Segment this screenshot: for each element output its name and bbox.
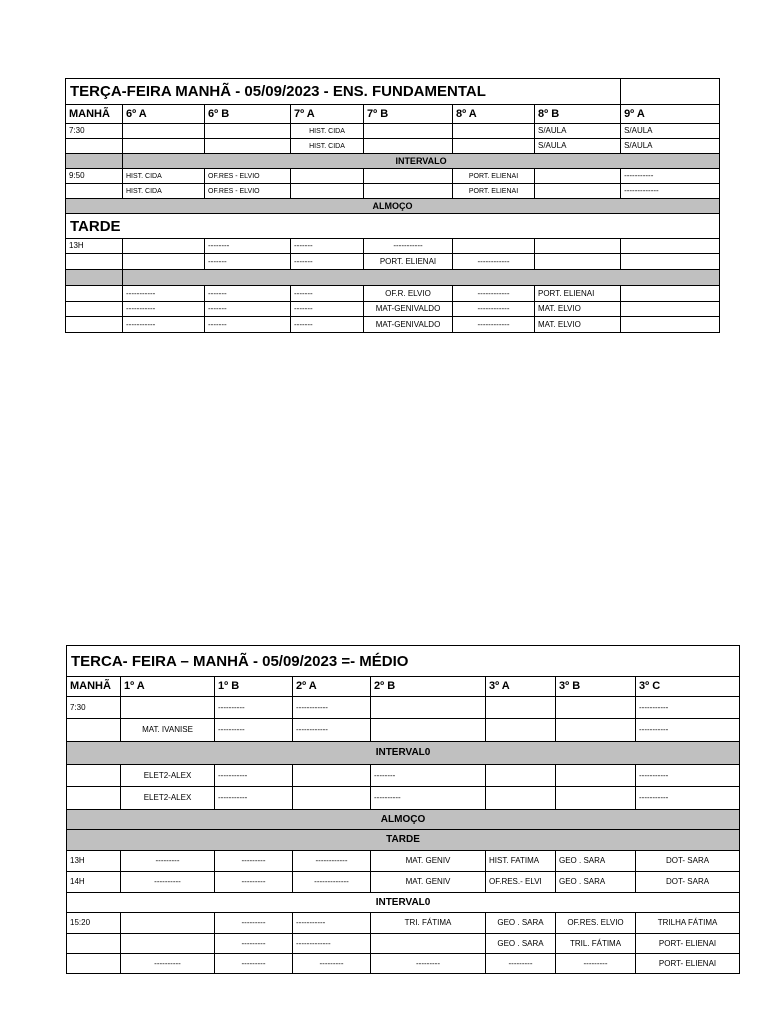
class-cell: PORT. ELIENAI <box>453 169 535 184</box>
class-cell: ---------- <box>121 954 215 974</box>
class-cell: ------- <box>291 302 364 317</box>
class-cell: --------- <box>215 934 293 954</box>
class-cell: ---------- <box>371 787 486 810</box>
time-cell: 13H <box>67 851 121 872</box>
class-cell: MAT. ELVIO <box>535 302 621 317</box>
class-cell: --------- <box>215 954 293 974</box>
header-cell: 2º B <box>371 677 486 697</box>
class-cell: ----------- <box>636 787 740 810</box>
table-row <box>67 913 740 934</box>
class-cell: --------- <box>121 851 215 872</box>
class-cell <box>293 787 371 810</box>
class-cell <box>535 169 621 184</box>
class-cell <box>556 697 636 719</box>
medio-header-row <box>67 677 740 697</box>
class-cell <box>621 286 720 302</box>
time-cell <box>67 765 121 787</box>
class-cell: HIST. CIDA <box>291 124 364 139</box>
afternoon-row <box>67 830 740 851</box>
class-cell <box>621 317 720 333</box>
band-cell <box>66 154 123 169</box>
class-cell: --------- <box>371 954 486 974</box>
time-cell: 7:30 <box>67 697 121 719</box>
time-cell <box>66 139 123 154</box>
class-cell: TRILHA FÁTIMA <box>636 913 740 934</box>
fundamental-title-row <box>66 79 720 105</box>
class-cell: TRIL. FÁTIMA <box>556 934 636 954</box>
class-cell: S/AULA <box>621 124 720 139</box>
afternoon-interval-row <box>66 270 720 286</box>
class-cell: ------------ <box>293 851 371 872</box>
afternoon-title-row <box>66 214 720 239</box>
time-cell: 7:30 <box>66 124 123 139</box>
table-row <box>66 239 720 254</box>
lunch-row <box>66 199 720 214</box>
medio-schedule-table <box>66 645 740 974</box>
class-cell: GEO . SARA <box>486 934 556 954</box>
table-row <box>67 851 740 872</box>
class-cell <box>621 239 720 254</box>
class-cell: ------------- <box>621 184 720 199</box>
class-cell: HIST. CIDA <box>291 139 364 154</box>
class-cell: ----------- <box>123 286 205 302</box>
class-cell: HIST. CIDA <box>123 184 205 199</box>
header-cell: 9º A <box>621 105 720 124</box>
interval-band: INTERVAL0 <box>67 742 740 765</box>
lunch-band: ALMOÇO <box>67 810 740 830</box>
header-cell: 3º C <box>636 677 740 697</box>
table-row <box>67 697 740 719</box>
class-cell <box>293 765 371 787</box>
afternoon-title: TARDE <box>66 214 720 239</box>
header-cell: 8º A <box>453 105 535 124</box>
band-cell <box>66 270 123 286</box>
table-row <box>67 719 740 742</box>
band-cell <box>123 270 720 286</box>
class-cell <box>486 765 556 787</box>
table-row <box>66 254 720 270</box>
header-cell: 8º B <box>535 105 621 124</box>
class-cell: --------- <box>215 872 293 893</box>
class-cell: ----------- <box>364 239 453 254</box>
class-cell: S/AULA <box>535 124 621 139</box>
time-cell: 15:20 <box>67 913 121 934</box>
class-cell: PORT- ELIENAI <box>636 954 740 974</box>
second-interval-row <box>67 893 740 913</box>
class-cell: ------------- <box>293 934 371 954</box>
class-cell: ------- <box>291 239 364 254</box>
class-cell <box>364 124 453 139</box>
class-cell: OF.R. ELVIO <box>364 286 453 302</box>
medio-title-row <box>67 646 740 677</box>
class-cell: -------- <box>205 239 291 254</box>
class-cell: --------- <box>215 851 293 872</box>
class-cell <box>371 697 486 719</box>
class-cell <box>556 787 636 810</box>
class-cell <box>123 124 205 139</box>
class-cell <box>556 719 636 742</box>
table-row <box>66 139 720 154</box>
table-row <box>66 184 720 199</box>
class-cell: TRI. FÁTIMA <box>371 913 486 934</box>
class-cell <box>621 254 720 270</box>
time-cell: 13H <box>66 239 123 254</box>
medio-title: TERCA- FEIRA – MANHÃ - 05/09/2023 =- MÉDIO <box>67 646 740 677</box>
class-cell: ----------- <box>215 765 293 787</box>
header-cell: 7º A <box>291 105 364 124</box>
class-cell: OF.RES - ELVIO <box>205 184 291 199</box>
class-cell <box>371 934 486 954</box>
time-cell <box>67 934 121 954</box>
class-cell: MAT-GENIVALDO <box>364 302 453 317</box>
class-cell: PORT. ELIENAI <box>535 286 621 302</box>
class-cell: --------- <box>556 954 636 974</box>
table-row <box>67 765 740 787</box>
class-cell: OF.RES. ELVIO <box>556 913 636 934</box>
time-cell <box>67 954 121 974</box>
time-cell <box>66 317 123 333</box>
class-cell <box>453 124 535 139</box>
class-cell: HIST. CIDA <box>123 169 205 184</box>
class-cell: --------- <box>293 954 371 974</box>
class-cell <box>371 719 486 742</box>
table-row <box>66 286 720 302</box>
interval-band: INTERVALO <box>123 154 720 169</box>
class-cell: S/AULA <box>621 139 720 154</box>
class-cell: S/AULA <box>535 139 621 154</box>
table-row <box>66 124 720 139</box>
lunch-row <box>67 810 740 830</box>
class-cell: ---------- <box>215 719 293 742</box>
class-cell: MAT. GENIV <box>371 872 486 893</box>
class-cell: ----------- <box>636 719 740 742</box>
class-cell: GEO . SARA <box>486 913 556 934</box>
interval-row <box>66 154 720 169</box>
class-cell: ----------- <box>293 913 371 934</box>
class-cell: ----------- <box>123 317 205 333</box>
class-cell: ELET2-ALEX <box>121 787 215 810</box>
class-cell: ----------- <box>636 765 740 787</box>
class-cell: ELET2-ALEX <box>121 765 215 787</box>
time-cell <box>66 286 123 302</box>
class-cell <box>621 302 720 317</box>
class-cell: ------------ <box>453 286 535 302</box>
class-cell: OF.RES - ELVIO <box>205 169 291 184</box>
table-row <box>66 317 720 333</box>
class-cell: ------- <box>205 317 291 333</box>
class-cell: ---------- <box>215 697 293 719</box>
header-cell: 6º A <box>123 105 205 124</box>
header-cell: 3º B <box>556 677 636 697</box>
fundamental-title: TERÇA-FEIRA MANHÃ - 05/09/2023 - ENS. FUNDAMENTAL <box>66 79 621 105</box>
class-cell <box>486 697 556 719</box>
time-cell <box>67 787 121 810</box>
class-cell <box>205 124 291 139</box>
class-cell: OF.RES.- ELVI <box>486 872 556 893</box>
class-cell <box>556 765 636 787</box>
class-cell: PORT. ELIENAI <box>453 184 535 199</box>
class-cell: ------------ <box>453 317 535 333</box>
time-cell <box>66 184 123 199</box>
time-cell: 9:50 <box>66 169 123 184</box>
class-cell: ------- <box>205 254 291 270</box>
header-cell: 1º A <box>121 677 215 697</box>
time-cell <box>66 254 123 270</box>
fundamental-header-row <box>66 105 720 124</box>
class-cell: PORT. ELIENAI <box>364 254 453 270</box>
class-cell <box>123 239 205 254</box>
class-cell: MAT-GENIVALDO <box>364 317 453 333</box>
class-cell: ----------- <box>621 169 720 184</box>
class-cell: ----------- <box>123 302 205 317</box>
afternoon-band: TARDE <box>67 830 740 851</box>
class-cell: ---------- <box>121 872 215 893</box>
class-cell: HIST. FATIMA <box>486 851 556 872</box>
class-cell: GEO . SARA <box>556 851 636 872</box>
class-cell: ------- <box>291 254 364 270</box>
class-cell <box>291 169 364 184</box>
header-cell: 3º A <box>486 677 556 697</box>
class-cell <box>535 254 621 270</box>
class-cell <box>205 139 291 154</box>
class-cell <box>453 239 535 254</box>
class-cell: ----------- <box>636 697 740 719</box>
class-cell <box>291 184 364 199</box>
class-cell: --------- <box>486 954 556 974</box>
class-cell: ------------- <box>293 872 371 893</box>
header-cell: 2º A <box>293 677 371 697</box>
lunch-band: ALMOÇO <box>66 199 720 214</box>
class-cell: ------------ <box>453 254 535 270</box>
interval-row <box>67 742 740 765</box>
class-cell <box>535 184 621 199</box>
class-cell: ------------ <box>293 719 371 742</box>
class-cell <box>121 697 215 719</box>
time-cell <box>67 719 121 742</box>
class-cell: -------- <box>371 765 486 787</box>
class-cell: ------- <box>291 286 364 302</box>
class-cell <box>364 139 453 154</box>
table-row <box>66 302 720 317</box>
class-cell: --------- <box>215 913 293 934</box>
class-cell <box>123 139 205 154</box>
class-cell: ------------ <box>453 302 535 317</box>
header-cell: MANHÃ <box>66 105 123 124</box>
class-cell: ------- <box>291 317 364 333</box>
table-row <box>67 934 740 954</box>
header-cell: 6º B <box>205 105 291 124</box>
class-cell: MAT. GENIV <box>371 851 486 872</box>
class-cell: ------- <box>205 302 291 317</box>
class-cell <box>486 719 556 742</box>
class-cell <box>364 169 453 184</box>
table-row <box>67 872 740 893</box>
class-cell: MAT. ELVIO <box>535 317 621 333</box>
header-cell: 7º B <box>364 105 453 124</box>
class-cell <box>123 254 205 270</box>
table-row <box>67 787 740 810</box>
header-cell: MANHÃ <box>67 677 121 697</box>
time-cell: 14H <box>67 872 121 893</box>
second-interval-label: INTERVAL0 <box>67 893 740 913</box>
class-cell <box>453 139 535 154</box>
class-cell <box>121 913 215 934</box>
class-cell: MAT. IVANISE <box>121 719 215 742</box>
header-cell: 1º B <box>215 677 293 697</box>
class-cell <box>486 787 556 810</box>
empty-cell <box>621 79 720 105</box>
class-cell: ------- <box>205 286 291 302</box>
table-row <box>67 954 740 974</box>
class-cell: DOT- SARA <box>636 851 740 872</box>
class-cell <box>364 184 453 199</box>
fundamental-schedule-table <box>65 78 720 333</box>
class-cell: ------------ <box>293 697 371 719</box>
time-cell <box>66 302 123 317</box>
class-cell: PORT- ELIENAI <box>636 934 740 954</box>
class-cell: GEO . SARA <box>556 872 636 893</box>
class-cell <box>121 934 215 954</box>
class-cell: ----------- <box>215 787 293 810</box>
class-cell: DOT- SARA <box>636 872 740 893</box>
class-cell <box>535 239 621 254</box>
table-row <box>66 169 720 184</box>
